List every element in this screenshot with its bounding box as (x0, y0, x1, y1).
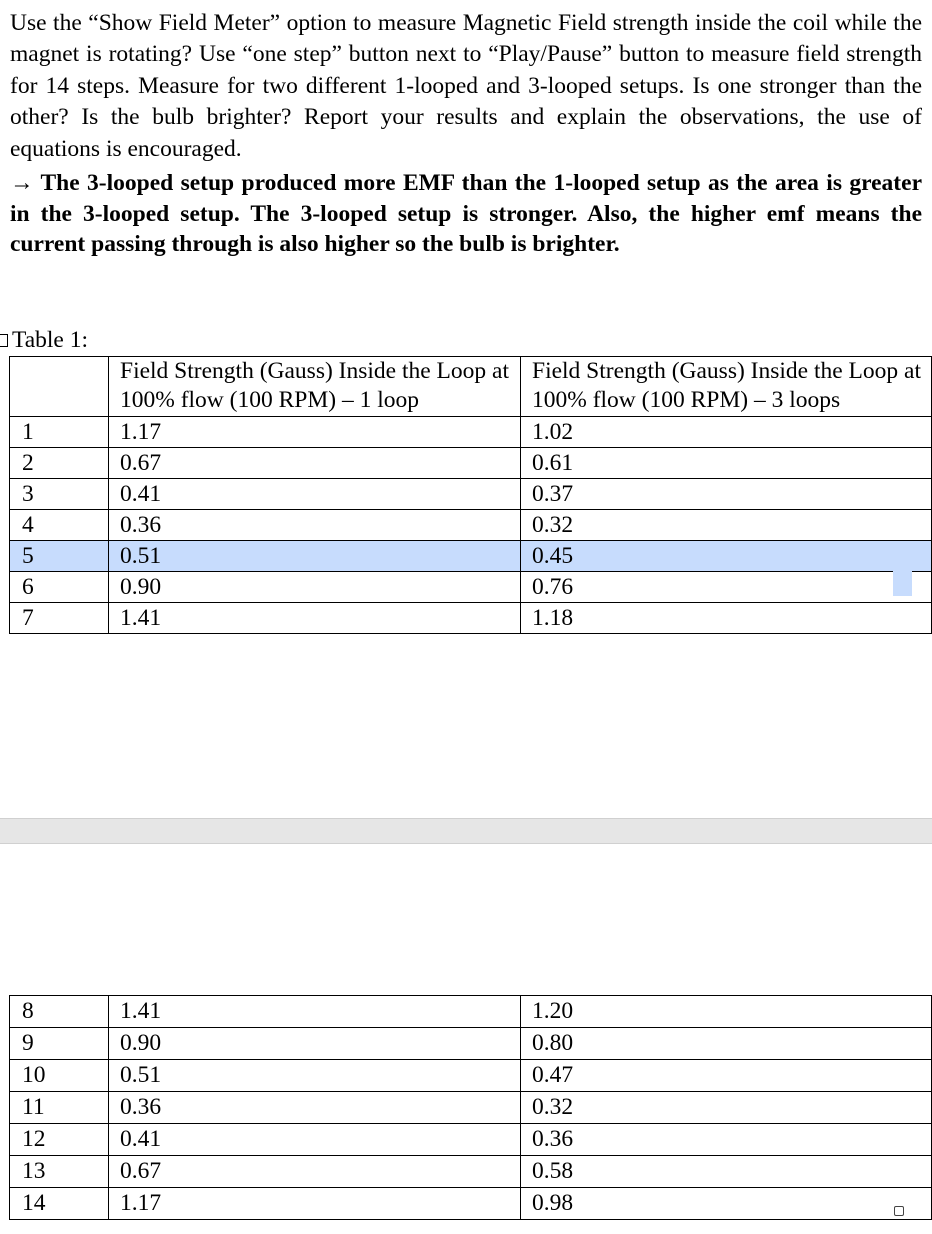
header-step (10, 357, 109, 417)
table-row (10, 1060, 932, 1092)
one-loop-value-cell: 0.51 (109, 540, 521, 571)
three-loop-value-cell: 0.37 (521, 478, 932, 509)
three-loop-value-cell: 1.02 (521, 416, 932, 447)
table-header-row (10, 357, 932, 417)
table-row (10, 447, 932, 478)
data-table-page2 (9, 995, 932, 1220)
three-loop-value-cell: 1.20 (521, 996, 932, 1028)
three-loop-value-cell: 0.98 (521, 1188, 932, 1220)
step-cell: 11 (10, 1092, 109, 1124)
table-row (10, 478, 932, 509)
table-row (10, 1092, 932, 1124)
table-row (10, 1156, 932, 1188)
selection-highlight (893, 568, 912, 596)
step-cell: 2 (10, 447, 109, 478)
three-loop-value-cell: 0.36 (521, 1124, 932, 1156)
question-paragraph: Use the “Show Field Meter” option to measure Magnetic Field strength inside the coil while the magnet is rotating? Use “one step” button next to “Play/Pause” button to measure field strength for 14 steps. Measure for two different 1-looped and 3-looped setups. Is one stronger than the other? Is the bulb brighter? Report your results and explain the observations, the use of equations is encouraged. (10, 10, 922, 162)
one-loop-value-cell: 0.36 (109, 1092, 521, 1124)
step-cell: 7 (10, 602, 109, 633)
three-loop-value-cell: 0.45 (521, 540, 932, 571)
table-row (10, 1124, 932, 1156)
one-loop-value-cell: 1.17 (109, 416, 521, 447)
step-cell: 12 (10, 1124, 109, 1156)
three-loop-value-cell: 0.58 (521, 1156, 932, 1188)
one-loop-value-cell: 0.90 (109, 1028, 521, 1060)
step-cell: 5 (10, 540, 109, 571)
three-loop-value-cell: 0.47 (521, 1060, 932, 1092)
step-cell: 4 (10, 509, 109, 540)
table-row (10, 571, 932, 602)
answer-paragraph: → The 3-looped setup produced more EMF than the 1-looped setup as the area is greater in the 3-looped setup. The 3-looped setup is stronger. Also, the higher emf means the current passing through is also higher so the bulb is brighter. (10, 170, 922, 257)
one-loop-value-cell: 0.67 (109, 1156, 521, 1188)
table-row (10, 602, 932, 633)
three-loop-value-cell: 0.80 (521, 1028, 932, 1060)
three-loop-value-cell: 0.32 (521, 1092, 932, 1124)
table-row (10, 416, 932, 447)
header-1-loop: Field Strength (Gauss) Inside the Loop at 100% flow (100 RPM) – 1 loop (109, 357, 521, 417)
three-loop-value-cell: 0.76 (521, 571, 932, 602)
data-table-page1 (9, 356, 932, 634)
one-loop-value-cell: 0.67 (109, 447, 521, 478)
step-cell: 13 (10, 1156, 109, 1188)
one-loop-value-cell: 1.17 (109, 1188, 521, 1220)
one-loop-value-cell: 1.41 (109, 602, 521, 633)
step-cell: 9 (10, 1028, 109, 1060)
one-loop-value-cell: 0.41 (109, 1124, 521, 1156)
three-loop-value-cell: 0.61 (521, 447, 932, 478)
table-resize-handle-icon[interactable] (894, 1206, 904, 1216)
three-loop-value-cell: 0.32 (521, 509, 932, 540)
step-cell: 14 (10, 1188, 109, 1220)
one-loop-value-cell: 0.36 (109, 509, 521, 540)
table-row (10, 1188, 932, 1220)
table-anchor-icon[interactable] (0, 334, 8, 347)
one-loop-value-cell: 0.51 (109, 1060, 521, 1092)
header-3-loops: Field Strength (Gauss) Inside the Loop at 100% flow (100 RPM) – 3 loops (521, 357, 932, 417)
step-cell: 10 (10, 1060, 109, 1092)
step-cell: 6 (10, 571, 109, 602)
table-row (10, 509, 932, 540)
step-cell: 3 (10, 478, 109, 509)
table-row (10, 1028, 932, 1060)
page-break-gap (0, 818, 932, 844)
one-loop-value-cell: 0.90 (109, 571, 521, 602)
step-cell: 8 (10, 996, 109, 1028)
table-row (10, 996, 932, 1028)
table-row (10, 540, 932, 571)
three-loop-value-cell: 1.18 (521, 602, 932, 633)
one-loop-value-cell: 1.41 (109, 996, 521, 1028)
one-loop-value-cell: 0.41 (109, 478, 521, 509)
step-cell: 1 (10, 416, 109, 447)
table-caption: Table 1: (12, 327, 89, 353)
